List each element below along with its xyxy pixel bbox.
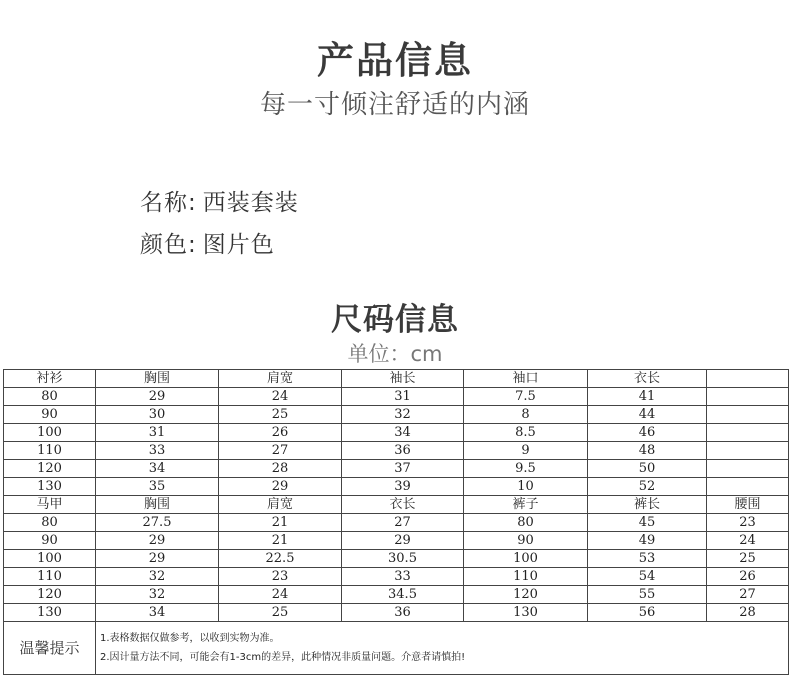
vest-table-row bbox=[4, 532, 789, 550]
tips-body bbox=[96, 622, 789, 675]
shirt-table-row bbox=[4, 388, 789, 406]
shirt-header-cell: 袖口 bbox=[464, 370, 588, 388]
shirt-header-cell: 衬衫 bbox=[4, 370, 96, 388]
shirt-table-cell: 46 bbox=[588, 424, 707, 442]
vest-table-cell: 54 bbox=[588, 568, 707, 586]
shirt-table-cell: 29 bbox=[219, 478, 342, 496]
product-name-value: 西装套装 bbox=[202, 190, 299, 216]
shirt-table-cell: 9.5 bbox=[464, 460, 588, 478]
shirt-table-row bbox=[4, 460, 789, 478]
tip-line: 2.因计量方法不同，可能会有1-3cm的差异，此种情况非质量问题。介意者请慎拍! bbox=[100, 652, 466, 663]
vest-table-cell: 34 bbox=[96, 604, 219, 622]
shirt-table-cell: 30 bbox=[96, 406, 219, 424]
shirt-header-cell: 胸围 bbox=[96, 370, 219, 388]
vest-table-cell: 90 bbox=[464, 532, 588, 550]
vest-table-cell: 110 bbox=[4, 568, 96, 586]
vest-table-row bbox=[4, 586, 789, 604]
vest-table-cell: 21 bbox=[219, 532, 342, 550]
tips-label: 温馨提示 bbox=[4, 622, 96, 675]
page-title: 产品信息 bbox=[317, 39, 473, 82]
vest-table-cell: 25 bbox=[219, 604, 342, 622]
shirt-table-cell: 41 bbox=[588, 388, 707, 406]
vest-table-cell: 29 bbox=[96, 532, 219, 550]
shirt-table-cell: 28 bbox=[219, 460, 342, 478]
shirt-table-cell bbox=[707, 442, 789, 460]
shirt-table-cell: 29 bbox=[96, 388, 219, 406]
shirt-table-cell: 8.5 bbox=[464, 424, 588, 442]
shirt-table-cell: 100 bbox=[4, 424, 96, 442]
vest-header-cell: 裤长 bbox=[588, 496, 707, 514]
shirt-table-cell: 48 bbox=[588, 442, 707, 460]
vest-table-row bbox=[4, 604, 789, 622]
shirt-table-cell: 44 bbox=[588, 406, 707, 424]
vest-table-cell: 120 bbox=[4, 586, 96, 604]
shirt-header-cell bbox=[707, 370, 789, 388]
shirt-table-row bbox=[4, 478, 789, 496]
shirt-table-cell: 27 bbox=[219, 442, 342, 460]
vest-table-cell: 22.5 bbox=[219, 550, 342, 568]
shirt-table-cell: 35 bbox=[96, 478, 219, 496]
vest-table-cell: 100 bbox=[464, 550, 588, 568]
shirt-table-cell: 31 bbox=[342, 388, 464, 406]
vest-table-cell: 34.5 bbox=[342, 586, 464, 604]
vest-table-cell: 27 bbox=[707, 586, 789, 604]
vest-table-cell: 29 bbox=[96, 550, 219, 568]
vest-table-cell: 33 bbox=[342, 568, 464, 586]
shirt-table-cell: 50 bbox=[588, 460, 707, 478]
shirt-table-cell: 110 bbox=[4, 442, 96, 460]
vest-table-row bbox=[4, 568, 789, 586]
vest-table-cell: 30.5 bbox=[342, 550, 464, 568]
product-color-label: 颜色: bbox=[140, 232, 197, 258]
vest-table-cell: 26 bbox=[707, 568, 789, 586]
shirt-header-row bbox=[4, 370, 789, 388]
shirt-table-cell bbox=[707, 478, 789, 496]
vest-table-cell: 27 bbox=[342, 514, 464, 532]
vest-header-cell: 胸围 bbox=[96, 496, 219, 514]
vest-table-cell: 32 bbox=[96, 568, 219, 586]
shirt-table-cell: 25 bbox=[219, 406, 342, 424]
vest-table-cell: 29 bbox=[342, 532, 464, 550]
shirt-table-cell: 24 bbox=[219, 388, 342, 406]
size-table-body bbox=[4, 370, 789, 675]
vest-table-cell: 36 bbox=[342, 604, 464, 622]
vest-header-cell: 腰围 bbox=[707, 496, 789, 514]
vest-table-cell: 110 bbox=[464, 568, 588, 586]
shirt-table-cell: 39 bbox=[342, 478, 464, 496]
vest-table-cell: 80 bbox=[4, 514, 96, 532]
vest-table-cell: 23 bbox=[707, 514, 789, 532]
vest-table-cell: 25 bbox=[707, 550, 789, 568]
tips-row bbox=[4, 622, 789, 675]
shirt-table-cell: 9 bbox=[464, 442, 588, 460]
product-color-line bbox=[140, 226, 275, 259]
vest-table-cell: 55 bbox=[588, 586, 707, 604]
vest-table-cell: 24 bbox=[219, 586, 342, 604]
shirt-table-cell: 7.5 bbox=[464, 388, 588, 406]
vest-table-cell: 45 bbox=[588, 514, 707, 532]
shirt-header-cell: 衣长 bbox=[588, 370, 707, 388]
vest-table-row bbox=[4, 550, 789, 568]
vest-header-cell: 肩宽 bbox=[219, 496, 342, 514]
shirt-table-cell: 34 bbox=[96, 460, 219, 478]
vest-table-cell: 130 bbox=[4, 604, 96, 622]
shirt-table-row bbox=[4, 424, 789, 442]
vest-header-row bbox=[4, 496, 789, 514]
vest-table-cell: 21 bbox=[219, 514, 342, 532]
shirt-table-cell bbox=[707, 424, 789, 442]
tip-line: 1.表格数据仅做参考，以收到实物为准。 bbox=[100, 633, 280, 644]
vest-table-cell: 32 bbox=[96, 586, 219, 604]
vest-table-cell: 53 bbox=[588, 550, 707, 568]
shirt-table-cell: 130 bbox=[4, 478, 96, 496]
vest-table-cell: 49 bbox=[588, 532, 707, 550]
shirt-table-cell bbox=[707, 388, 789, 406]
size-section-title: 尺码信息 bbox=[331, 302, 459, 338]
shirt-header-cell: 肩宽 bbox=[219, 370, 342, 388]
shirt-table-cell bbox=[707, 406, 789, 424]
shirt-table-cell: 31 bbox=[96, 424, 219, 442]
vest-table-cell: 28 bbox=[707, 604, 789, 622]
vest-table-cell: 27.5 bbox=[96, 514, 219, 532]
vest-table-cell: 23 bbox=[219, 568, 342, 586]
vest-table-cell: 120 bbox=[464, 586, 588, 604]
shirt-table-cell: 8 bbox=[464, 406, 588, 424]
shirt-table-cell: 33 bbox=[96, 442, 219, 460]
vest-table-cell: 24 bbox=[707, 532, 789, 550]
size-table bbox=[3, 369, 789, 675]
page-subtitle: 每一寸倾注舒适的内涵 bbox=[259, 90, 530, 120]
shirt-table-row bbox=[4, 442, 789, 460]
shirt-table-cell: 37 bbox=[342, 460, 464, 478]
vest-table-cell: 90 bbox=[4, 532, 96, 550]
shirt-table-cell: 52 bbox=[588, 478, 707, 496]
vest-table-row bbox=[4, 514, 789, 532]
shirt-table-row bbox=[4, 406, 789, 424]
shirt-table-cell: 10 bbox=[464, 478, 588, 496]
product-color-value: 图片色 bbox=[202, 232, 275, 258]
product-name-label: 名称: bbox=[140, 190, 197, 216]
shirt-table-cell: 36 bbox=[342, 442, 464, 460]
shirt-table-cell: 90 bbox=[4, 406, 96, 424]
shirt-table-cell: 34 bbox=[342, 424, 464, 442]
shirt-table-cell: 120 bbox=[4, 460, 96, 478]
shirt-table-cell: 80 bbox=[4, 388, 96, 406]
vest-table-cell: 56 bbox=[588, 604, 707, 622]
vest-header-cell: 裤子 bbox=[464, 496, 588, 514]
vest-table-cell: 80 bbox=[464, 514, 588, 532]
shirt-table-cell: 26 bbox=[219, 424, 342, 442]
vest-table-cell: 100 bbox=[4, 550, 96, 568]
vest-table-cell: 130 bbox=[464, 604, 588, 622]
size-unit: 单位：cm bbox=[347, 342, 443, 366]
shirt-table-cell: 32 bbox=[342, 406, 464, 424]
shirt-header-cell: 袖长 bbox=[342, 370, 464, 388]
vest-header-cell: 衣长 bbox=[342, 496, 464, 514]
shirt-table-cell bbox=[707, 460, 789, 478]
vest-header-cell: 马甲 bbox=[4, 496, 96, 514]
product-name-line bbox=[140, 184, 299, 217]
